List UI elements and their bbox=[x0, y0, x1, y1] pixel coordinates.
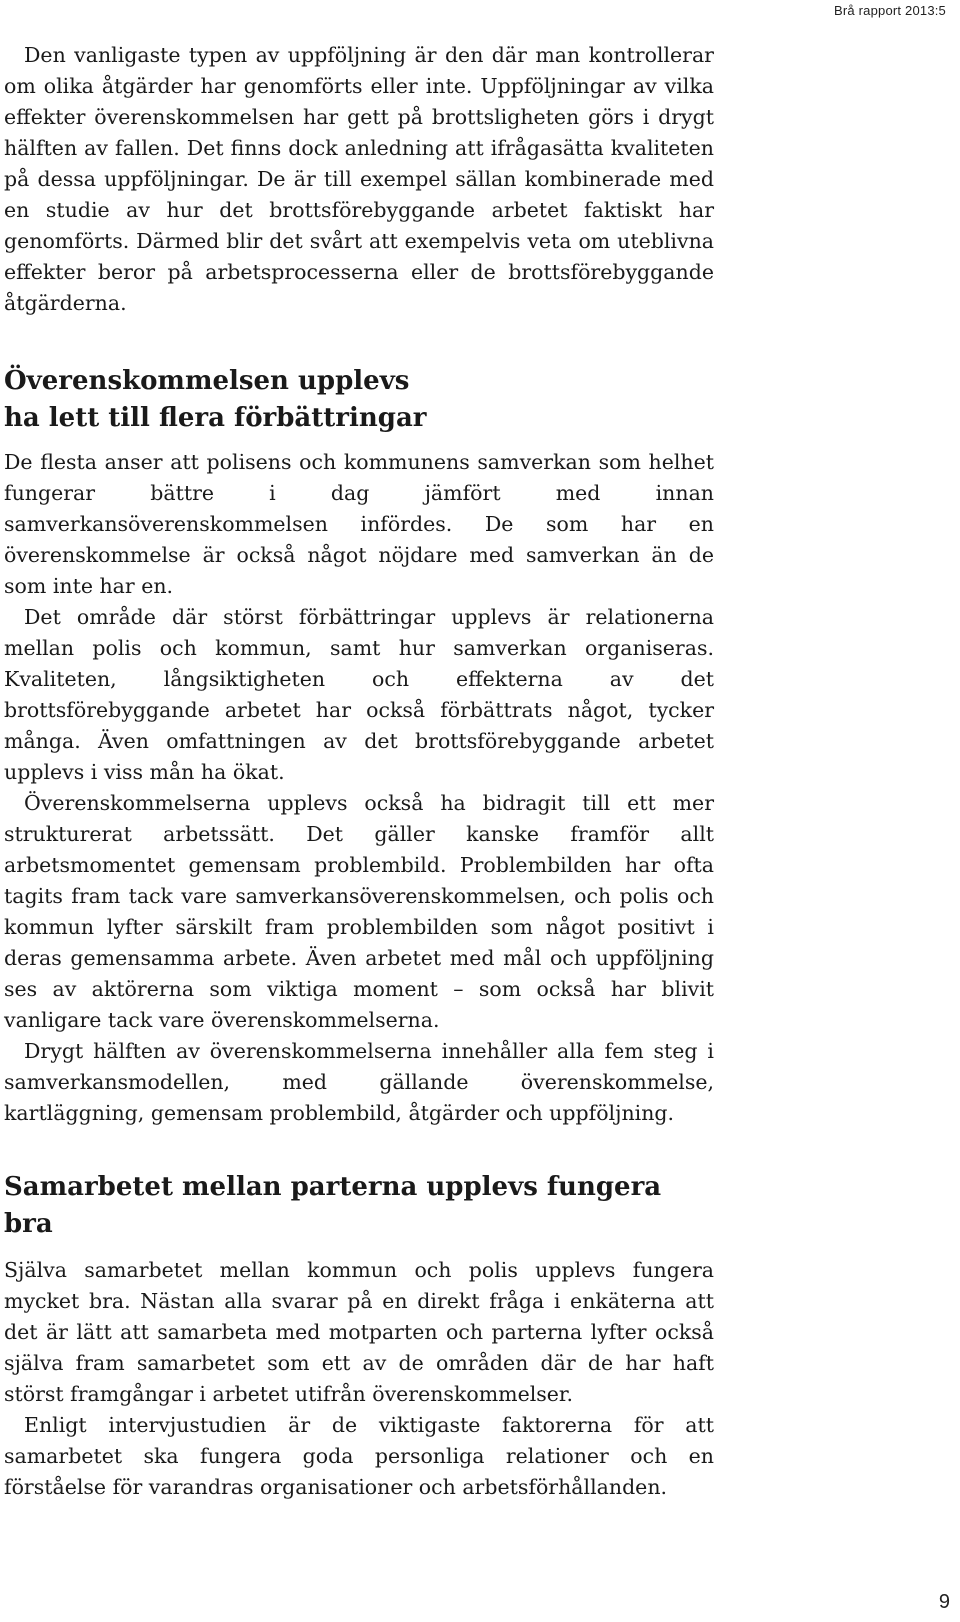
page-body bbox=[4, 40, 714, 1503]
body-paragraph: Överenskommelserna upplevs också ha bidragit till ett mer strukturerat arbetssätt. Det gäller kanske framför allt arbetsmomentet gemensam problembild. Problembilden har ofta tagits fram tack vare samverkansöverenskommelsen, och polis och kommun lyfter särskilt fram problembilden som något positivt i deras gemensamma arbete. Även arbetet med mål och uppföljning ses av aktörerna som viktiga moment – som också har blivit vanligare tack vare överenskommelserna. bbox=[4, 791, 714, 1032]
running-head: Brå rapport 2013:5 bbox=[833, 3, 946, 18]
page-number: 9 bbox=[938, 1591, 950, 1613]
section-heading-improvements bbox=[4, 363, 714, 437]
body-paragraph: De flesta anser att polisens och kommunens samverkan som helhet fungerar bättre i dag jämfört med innan samverkansöverenskommelsen infördes. De som har en överenskommelse är också något nöjdare med samverkan än de som inte har en. bbox=[4, 450, 714, 598]
body-paragraph: Det område där störst förbättringar upplevs är relationerna mellan polis och kommun, samt hur samverkan organiseras. Kvaliteten, långsiktigheten och effekterna av det brottsförebyggande arbetet har också förbättrats något, tycker många. Även omfattningen av det brottsförebyggande arbetet upplevs i viss mån ha ökat. bbox=[4, 605, 714, 784]
section-heading-cooperation: Samarbetet mellan parterna upplevs fungera bra bbox=[4, 1172, 662, 1239]
heading-line-2: ha lett till flera förbättringar bbox=[4, 403, 427, 433]
body-paragraph: Enligt intervjustudien är de viktigaste faktorerna för att samarbetet ska fungera goda personliga relationer och en förståelse för varandras organisationer och arbetsförhållanden. bbox=[4, 1413, 714, 1499]
body-paragraph: Själva samarbetet mellan kommun och polis upplevs fungera mycket bra. Nästan alla svarar på en direkt fråga i enkäterna att det är lätt att samarbeta med motparten och parterna lyfter också själva fram samarbetet som ett av de områden där de har haft störst framgångar i arbetet utifrån överenskommelser. bbox=[4, 1258, 714, 1406]
heading-line-1: Överenskommelsen upplevs bbox=[4, 366, 410, 396]
body-paragraph: Drygt hälften av överenskommelserna innehåller alla fem steg i samverkansmodellen, med gällande överenskommelse, kartläggning, gemensam problembild, åtgärder och uppföljning. bbox=[4, 1039, 714, 1125]
intro-paragraph: Den vanligaste typen av uppföljning är den där man kontrollerar om olika åtgärder har genomförts eller inte. Uppföljningar av vilka effekter överenskommelsen har gett på brottsligheten görs i drygt hälften av fallen. Det finns dock anledning att ifrågasätta kvaliteten på dessa uppföljningar. De är till exempel sällan kombinerade med en studie av hur det brottsförebyggande arbetet faktiskt har genomförts. Därmed blir det svårt att exempelvis veta om uteblivna effekter beror på arbetsprocesserna eller de brottsförebyggande åtgärderna. bbox=[4, 43, 714, 315]
